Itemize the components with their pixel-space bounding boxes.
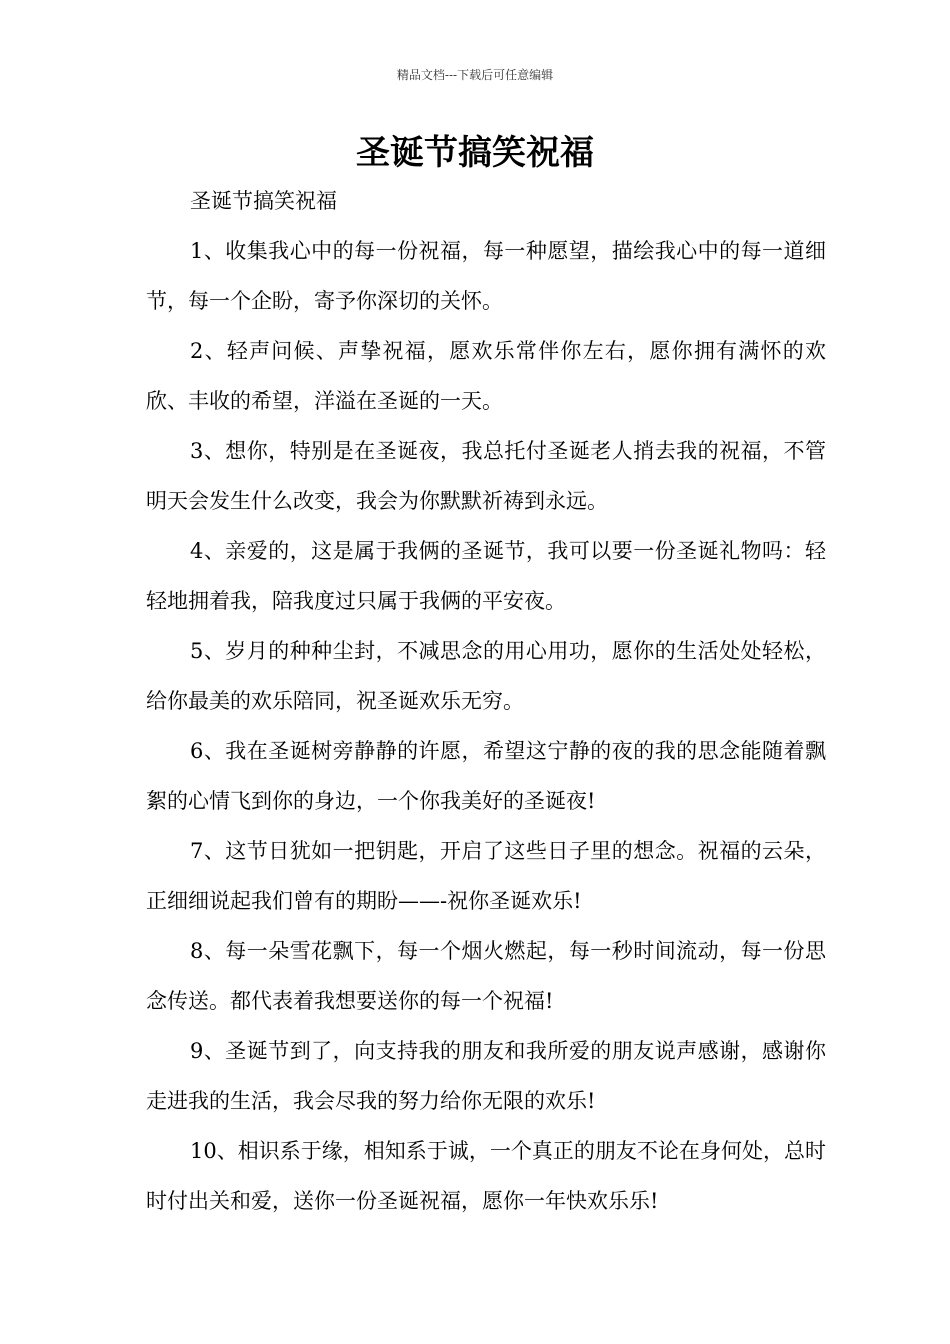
- document-body: [146, 176, 826, 1226]
- blessing-item-10: 10、相识系于缘，相知系于诚，一个真正的朋友不论在身何处，总时时付出关和爱，送你一份圣诞祝福，愿你一年快欢乐乐!: [146, 1139, 826, 1213]
- blessing-item-3: 3、想你，特别是在圣诞夜，我总托付圣诞老人捎去我的祝福，不管明天会发生什么改变，我会为你默默祈祷到永远。: [146, 439, 826, 513]
- blessing-item-7: 7、这节日犹如一把钥匙，开启了这些日子里的想念。祝福的云朵，正细细说起我们曾有的期盼——-祝你圣诞欢乐!: [146, 839, 826, 913]
- blessing-item-5: 5、岁月的种种尘封，不减思念的用心用功，愿你的生活处处轻松，给你最美的欢乐陪同，祝圣诞欢乐无穷。: [146, 639, 826, 713]
- header-note: 精品文档---下载后可任意编辑: [396, 68, 554, 82]
- blessing-item-6: 6、我在圣诞树旁静静的许愿，希望这宁静的夜的我的思念能随着飘絮的心情飞到你的身边，一个你我美好的圣诞夜!: [146, 739, 826, 813]
- page-title: 圣诞节搞笑祝福: [356, 133, 594, 173]
- document-subtitle: 圣诞节搞笑祝福: [190, 189, 337, 213]
- blessing-item-2: 2、轻声问候、声挚祝福，愿欢乐常伴你左右，愿你拥有满怀的欢欣、丰收的希望，洋溢在圣诞的一天。: [146, 339, 826, 413]
- blessing-item-4: 4、亲爱的，这是属于我俩的圣诞节，我可以要一份圣诞礼物吗：轻轻地拥着我，陪我度过只属于我俩的平安夜。: [146, 539, 826, 613]
- blessing-item-1: 1、收集我心中的每一份祝福，每一种愿望，描绘我心中的每一道细节，每一个企盼，寄予你深切的关怀。: [146, 239, 826, 313]
- blessing-item-8: 8、每一朵雪花飘下，每一个烟火燃起，每一秒时间流动，每一份思念传送。都代表着我想要送你的每一个祝福!: [146, 939, 826, 1013]
- blessing-item-9: 9、圣诞节到了，向支持我的朋友和我所爱的朋友说声感谢，感谢你走进我的生活，我会尽我的努力给你无限的欢乐!: [146, 1039, 826, 1113]
